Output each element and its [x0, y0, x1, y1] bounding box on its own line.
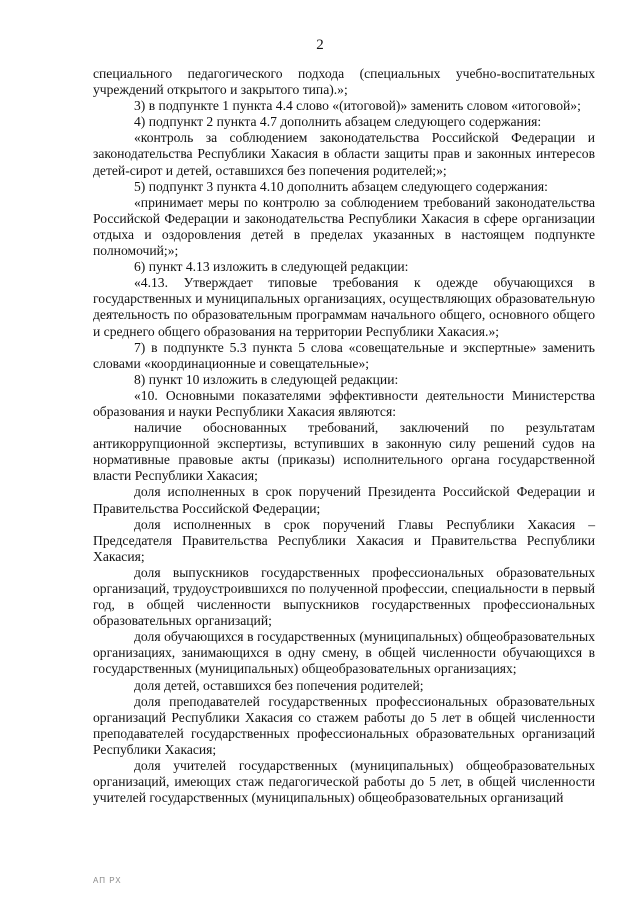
paragraph: доля обучающихся в государственных (муниципальных) общеобразовательных организациях, занимающихся в одну смену, в общей численности обучающихся в государственных (муниципальных) общеобразовательных организациях;	[93, 629, 595, 677]
paragraph: 4) подпункт 2 пункта 4.7 дополнить абзацем следующего содержания:	[134, 114, 542, 130]
paragraph: «10. Основными показателями эффективности деятельности Министерства образования и науки Республики Хакасия являются:	[93, 387, 595, 419]
paragraph: «контроль за соблюдением законодательства Российской Федерации и законодательства Республики Хакасия в области защиты прав и законных интересов детей-сирот и детей, оставшихся без попечения родителей;»;	[93, 130, 595, 178]
paragraph: 3) в подпункте 1 пункта 4.4 слово «(итоговой)» заменить словом «итоговой»;	[134, 98, 581, 114]
paragraph: 7) в подпункте 5.3 пункта 5 слова «совещательные и экспертные» заменить словами «координационные и совещательные»;	[93, 339, 595, 371]
paragraph: специального педагогического подхода (специальных учебно-воспитательных учреждений открытого и закрытого типа).»;	[93, 66, 595, 98]
footer-code: АП РХ	[93, 876, 122, 885]
paragraph: 8) пункт 10 изложить в следующей редакции:	[134, 371, 399, 387]
document-body	[93, 66, 595, 806]
paragraph: «4.13. Утверждает типовые требования к одежде обучающихся в государственных и муниципальных организациях, осуществляющих образовательную деятельность по образовательным программам начального общего, основного общего и среднего общего образования на территории Республики Хакасия.»;	[93, 275, 595, 339]
paragraph: доля выпускников государственных профессиональных образовательных организаций, трудоустроившихся по полученной профессии, специальности в первый год, в общей численности выпускников государственных профессиональных образовательных организаций;	[93, 564, 595, 629]
paragraph: «принимает меры по контролю за соблюдением требований законодательства Российской Федерации и законодательства Республики Хакасия в сфере организации отдыха и оздоровления детей в пределах указанных в настоящем подпункте полномочий;»;	[93, 194, 595, 259]
paragraph: доля исполненных в срок поручений Президента Российской Федерации и Правительства Российской Федерации;	[93, 484, 595, 516]
paragraph: наличие обоснованных требований, заключений по результатам антикоррупционной экспертизы, вступивших в законную силу решений судов на нормативные правовые акты (приказы) исполнительного органа государственной власти Республики Хакасия;	[93, 420, 595, 484]
paragraph: 5) подпункт 3 пункта 4.10 дополнить абзацем следующего содержания:	[134, 178, 548, 194]
paragraph: доля преподавателей государственных профессиональных образовательных организаций Республики Хакасия со стажем работы до 5 лет в общей численности преподавателей государственных профессиональных образовательных организаций Республики Хакасия;	[93, 693, 595, 757]
paragraph: доля исполненных в срок поручений Главы Республики Хакасия – Председателя Правительства Республики Хакасия и Правительства Республики Хакасия;	[93, 516, 595, 564]
paragraph: доля детей, оставшихся без попечения родителей;	[134, 677, 424, 693]
paragraph: доля учителей государственных (муниципальных) общеобразовательных организаций, имеющих стаж педагогической работы до 5 лет, в общей численности учителей государственных (муниципальных) общеобразовательных организаций	[93, 758, 595, 806]
paragraph: 6) пункт 4.13 изложить в следующей редакции:	[134, 259, 409, 275]
page-number: 2	[316, 37, 324, 53]
